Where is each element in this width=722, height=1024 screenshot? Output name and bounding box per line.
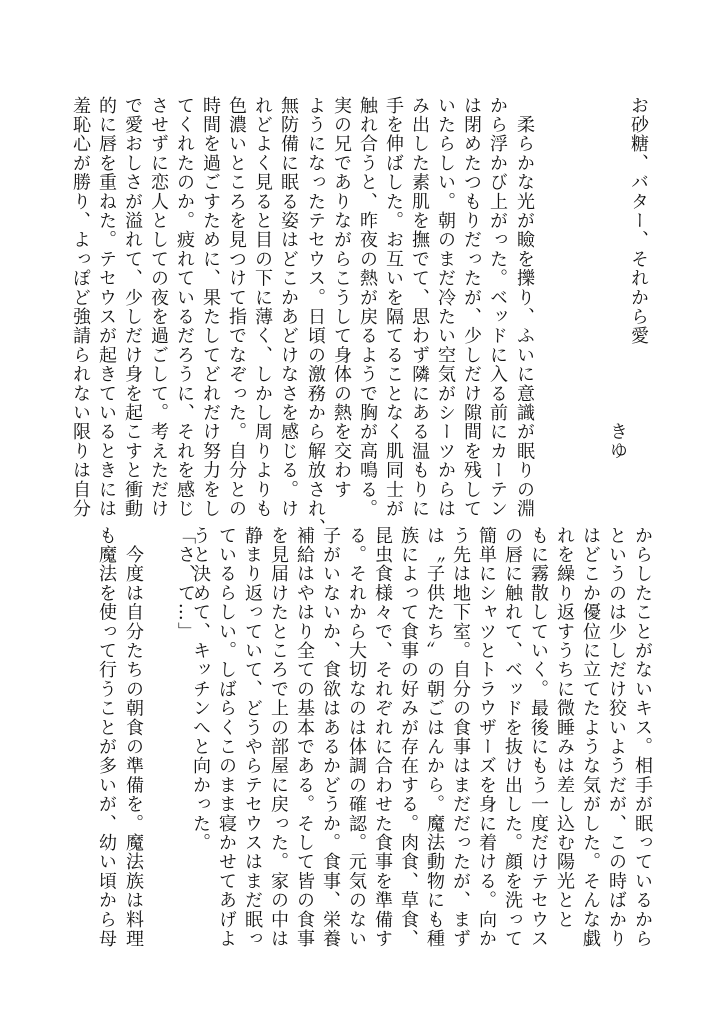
text-column: 手を伸ばした。お互いを隔てることなく肌同士が xyxy=(383,96,404,519)
text-column: る。それから大切なのは体調の確認。元気のない xyxy=(346,526,367,949)
text-column: で愛おしさが溢れて、少しだけ身を起こすと衝動 xyxy=(122,96,143,519)
text-column: を見届けたところで上の部屋に戻った。家の中は xyxy=(268,526,289,949)
text-column: の唇に触れて、ベッドを抜け出した。顔を洗って xyxy=(502,526,523,949)
author-name: きゆ xyxy=(607,422,628,461)
text-column: 「さ、て…」 xyxy=(175,526,196,642)
text-column: てくれたのか。疲れているだろうに、それを感じ xyxy=(174,96,195,519)
text-column: ているらしい。しばらくこのまま寝かせてあげよ xyxy=(216,526,237,949)
text-column: 無防備に眠る姿はどこかあどけなさを感じる。け xyxy=(278,96,299,519)
text-column: から浮かび上がった。ベッドに入る前にカーテン xyxy=(487,96,508,519)
text-column: 今度は自分たちの朝食の準備を。魔法族は料理 xyxy=(123,526,144,949)
text-column: 時間を過ごすために、果たしてどれだけ努力をし xyxy=(200,96,221,519)
text-column: ようになったテセウス。日頃の激務から解放され、 xyxy=(305,96,326,538)
text-column: はどこか優位に立てたような気がした。そんな戯 xyxy=(580,526,601,949)
text-column: というのは少しだけ狡いようだが、この時ばかり xyxy=(606,526,627,949)
text-column: もに霧散していく。最後にもう一度だけテセウス xyxy=(528,526,549,949)
text-column: 族によって食事の好みが存在する。肉食、草食、 xyxy=(398,526,419,949)
text-column: からしたことがないキス。相手が眠っているから xyxy=(632,526,653,949)
document-title: お砂糖、バター、それから愛 xyxy=(628,96,649,346)
text-column: れどよく見ると目の下に薄く、しかし周りよりも xyxy=(252,96,273,519)
text-column: も魔法を使って行うことが多いが、幼い頃から母 xyxy=(96,526,117,949)
text-column: 実の兄でありながらこうして身体の熱を交わす xyxy=(331,96,352,500)
text-column: み出した素肌を撫でて、思わず隣にある温もりに xyxy=(409,96,430,519)
text-column: 的に唇を重ねた。テセウスが起きているときには xyxy=(96,96,117,519)
text-column: 柔らかな光が瞼を擽り、ふいに意識が眠りの淵 xyxy=(514,96,535,519)
text-column: 触れ合うと、昨夜の熱が戻るようで胸が高鳴る。 xyxy=(357,96,378,519)
text-column: うと決めて、キッチンへと向かった。 xyxy=(190,526,211,853)
text-column: 補給はやはり全ての基本である。そして皆の食事 xyxy=(294,526,315,949)
text-column: 昆虫食様々で、それぞれに合わせた食事を準備す xyxy=(372,526,393,949)
text-column: いたらしい。朝のまだ冷たい空気がシーツからは xyxy=(435,96,456,519)
text-column: 子がいないか、食欲はあるかどうか。食事、栄養 xyxy=(320,526,341,949)
text-column: 簡単にシャツとトラウザーズを身に着ける。向か xyxy=(476,526,497,949)
text-column: れを繰り返すうちに微睡みは差し込む陽光とと xyxy=(554,526,575,930)
text-column: 色濃いところを見つけて指でなぞった。自分との xyxy=(226,96,247,519)
text-column: 静まり返っていて、どうやらテセウスはまだ眠っ xyxy=(242,526,263,949)
text-column: させずに恋人としての夜を過ごして。考えただけ xyxy=(148,96,169,519)
text-column: う先は地下室。自分の食事はまだだったが、まず xyxy=(450,526,471,949)
text-column: は〝子供たち〟の朝ごはんから。魔法動物にも種 xyxy=(424,526,445,949)
text-column: は閉めたつもりだったが、少しだけ隙間を残して xyxy=(461,96,482,519)
text-column: 羞恥心が勝り、よっぽど強請られない限りは自分 xyxy=(70,96,91,519)
